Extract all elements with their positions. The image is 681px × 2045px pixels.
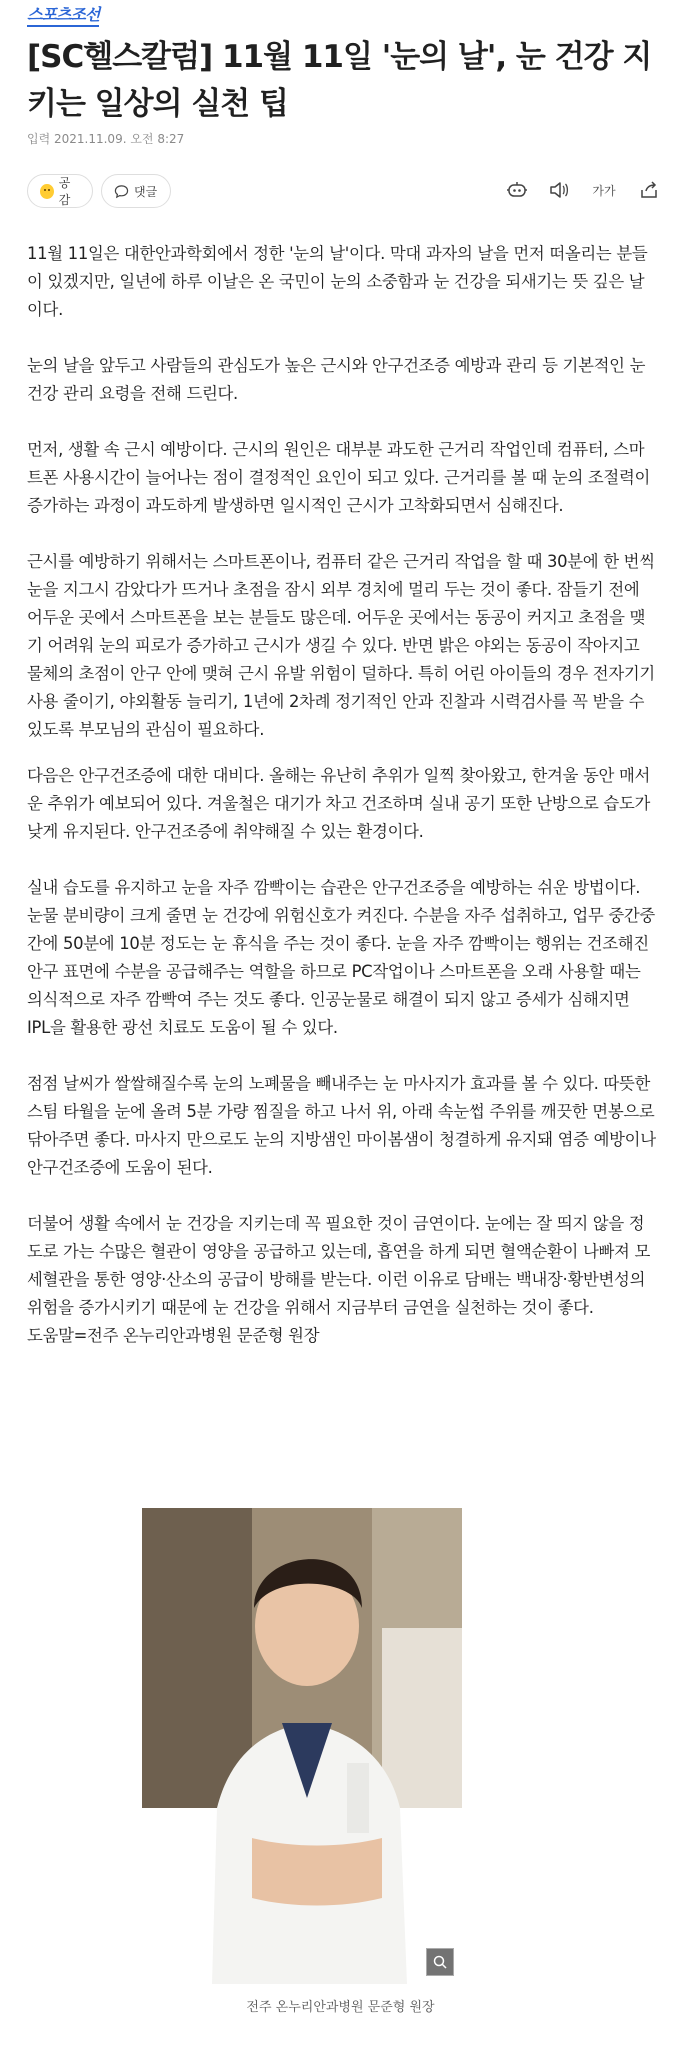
- article-toolbar: [505, 178, 661, 202]
- article-paragraph: 11월 11일은 대한안과학회에서 정한 '눈의 날'이다. 막대 과자의 날을 먼저 떠올리는 분들이 있겠지만, 일년에 하루 이날은 온 국민이 눈의 소중함과 눈 건강을 되새기는 뜻 깊은 날이다.: [27, 244, 648, 319]
- zoom-photo-button[interactable]: [426, 1948, 454, 1976]
- article-photo[interactable]: [142, 1508, 462, 1984]
- article-credit: 도움말=전주 온누리안과병원 문준형 원장: [27, 1326, 320, 1345]
- article-body: [27, 240, 657, 1350]
- article-paragraph: 점점 날씨가 쌀쌀해질수록 눈의 노폐물을 빼내주는 눈 마사지가 효과를 볼 수 있다. 따뜻한 스팀 타월을 눈에 올려 5분 가량 찜질을 하고 나서 위, 아래 속눈썹 주위를 깨끗한 면봉으로 닦아주면 좋다. 마사지 만으로도 눈의 지방샘인 마이봄샘이 청결하게 유지돼 염증 예방이나 안구건조증에 도움이 된다.: [27, 1074, 656, 1177]
- article-paragraph: 실내 습도를 유지하고 눈을 자주 깜빡이는 습관은 안구건조증을 예방하는 쉬운 방법이다. 눈물 분비량이 크게 줄면 눈 건강에 위험신호가 켜진다. 수분을 자주 섭취하고, 업무 중간중간에 50분에 10분 정도는 눈 휴식을 주는 것이 좋다. 눈을 자주 깜빡이는 행위는 건조해진 안구 표면에 수분을 공급해주는 역할을 하므로 PC작업이나 스마트폰을 오래 사용할 때는 의식적으로 자주 깜빡여 주는 것도 좋다. 인공눈물로 해결이 되지 않고 증세가 심해지면 IPL을 활용한 광선 치료도 도움이 될 수 있다.: [27, 878, 655, 1037]
- empathy-label: 공감: [58, 176, 71, 207]
- article-paragraph: 먼저, 생활 속 근시 예방이다. 근시의 원인은 대부분 과도한 근거리 작업인데 컴퓨터, 스마트폰 사용시간이 늘어나는 점이 결정적인 요인이 되고 있다. 근거리를 볼 때 눈의 조절력이 증가하는 과정이 과도하게 발생하면 일시적인 근시가 고착화되면서 심해진다.: [27, 440, 651, 515]
- photo-caption: 전주 온누리안과병원 문준형 원장: [246, 2000, 435, 2015]
- smile-emoji-icon: [40, 184, 54, 199]
- article-title: [SC헬스칼럼] 11월 11일 '눈의 날', 눈 건강 지키는 일상의 실천 팁: [27, 39, 652, 122]
- speaker-icon[interactable]: [547, 178, 571, 202]
- font-size-button[interactable]: [589, 178, 619, 202]
- share-icon[interactable]: [637, 178, 661, 202]
- comment-button[interactable]: [101, 174, 171, 208]
- article-paragraph: 눈의 날을 앞두고 사람들의 관심도가 높은 근시와 안구건조증 예방과 관리 등 기본적인 눈 건강 관리 요령을 전해 드린다.: [27, 356, 646, 403]
- tts-robot-icon[interactable]: [505, 178, 529, 202]
- site-logo[interactable]: 스포츠조선: [27, 6, 99, 27]
- article-paragraph: 다음은 안구건조증에 대한 대비다. 올해는 유난히 추위가 일찍 찾아왔고, 한겨울 동안 매서운 추위가 예보되어 있다. 겨울철은 대기가 차고 건조하며 실내 공기 또한 난방으로 습도가 낮게 유지된다. 안구건조증에 취약해질 수 있는 환경이다.: [27, 766, 651, 841]
- comment-label: 댓글: [134, 184, 158, 199]
- doctor-portrait-image: [142, 1508, 462, 1984]
- article-paragraph: 근시를 예방하기 위해서는 스마트폰이나, 컴퓨터 같은 근거리 작업을 할 때 30분에 한 번씩 눈을 지그시 감았다가 뜨거나 초점을 잠시 외부 경치에 멀리 두는 것이 좋다. 잠들기 전에 어두운 곳에서 스마트폰을 보는 분들도 많은데. 어두운 곳에서는 동공이 커지고 초점을 맺기 어려워 눈의 피로가 증가하고 근시가 생길 수 있다. 반면 밝은 야외는 동공이 작아지고 물체의 초점이 안구 안에 맺혀 근시 유발 위험이 덜하다. 특히 어린 아이들의 경우 전자기기 사용 줄이기, 야외활동 늘리기, 1년에 2차례 정기적인 안과 진찰과 시력검사를 꼭 받을 수 있도록 부모님의 관심이 필요하다.: [27, 552, 655, 739]
- font-size-label: 가가: [592, 183, 616, 198]
- comment-bubble-icon: [114, 184, 129, 199]
- magnifier-icon: [432, 1954, 448, 1970]
- article-date: 입력 2021.11.09. 오전 8:27: [27, 132, 185, 146]
- article-paragraph: 더불어 생활 속에서 눈 건강을 지키는데 꼭 필요한 것이 금연이다. 눈에는 잘 띄지 않을 정도로 가는 수많은 혈관이 영양을 공급하고 있는데, 흡연을 하게 되면 혈액순환이 나빠져 모세혈관을 통한 영양·산소의 공급이 방해를 받는다. 이런 이유로 담배는 백내장·황반변성의 위험을 증가시키기 때문에 눈 건강을 위해서 지금부터 금연을 실천하는 것이 좋다.: [27, 1214, 651, 1317]
- empathy-button[interactable]: [27, 174, 93, 208]
